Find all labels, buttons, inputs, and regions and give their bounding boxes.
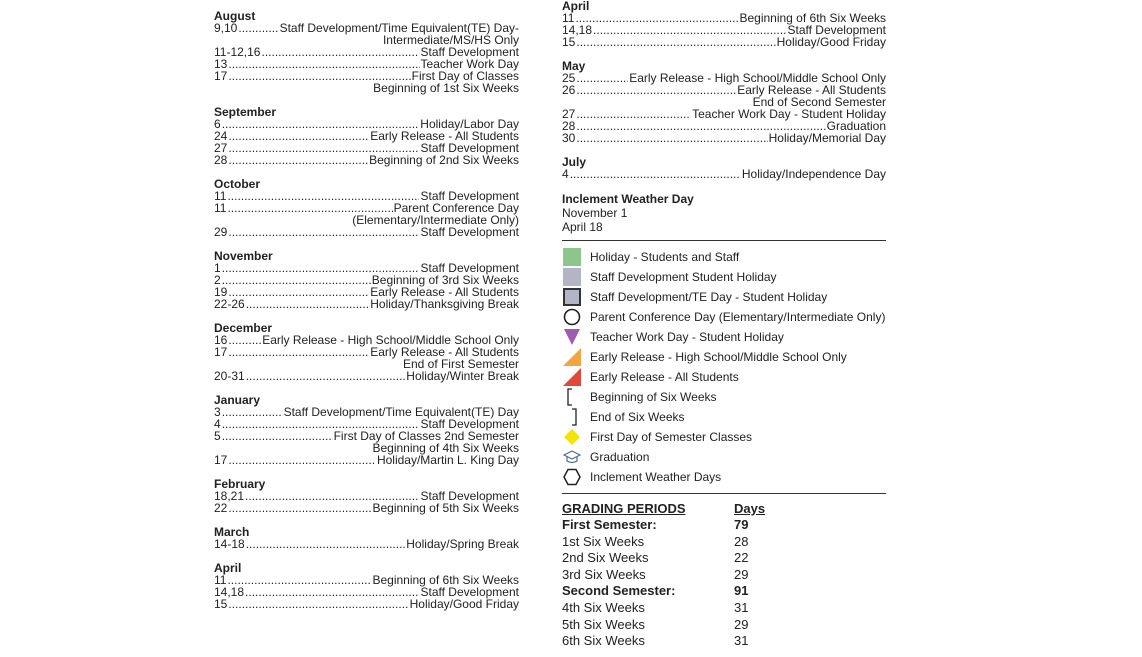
entry-description: Beginning of 3rd Six Weeks	[371, 273, 519, 287]
month-heading: January	[214, 393, 261, 407]
entry-description: Holiday/Good Friday	[776, 35, 886, 49]
right-months	[562, 0, 886, 180]
legend	[562, 247, 886, 487]
grading-period-days: 29	[734, 616, 749, 632]
month-heading: July	[562, 155, 587, 169]
entry-description: Holiday/Independence Day	[741, 167, 886, 181]
entry-description: Holiday/Memorial Day	[768, 131, 886, 145]
entry-date: 25	[562, 71, 576, 85]
legend-item	[562, 327, 886, 347]
graduation-cap-icon	[562, 447, 582, 467]
legend-label: Parent Conference Day (Elementary/Intermediate Only)	[590, 310, 886, 324]
dot-leader	[228, 598, 408, 610]
dot-leader	[228, 346, 369, 358]
entry-date: 11	[214, 201, 227, 215]
entry-continuation: End of Second Semester	[752, 95, 886, 109]
entry-date: 14,18	[562, 23, 593, 37]
month-block	[214, 178, 519, 238]
month-block	[214, 394, 519, 466]
entry-description: Staff Development/Time Equivalent(TE) Day	[283, 405, 519, 419]
entry-date: 3	[214, 405, 221, 419]
entry-continuation: End of First Semester	[402, 357, 519, 371]
entry-description: Early Release - All Students	[370, 345, 519, 359]
entry-description: Early Release - High School/Middle School Only	[629, 71, 886, 85]
grading-row	[562, 617, 886, 634]
grading-period-days: 79	[734, 517, 749, 532]
dot-leader	[228, 226, 419, 238]
legend-item	[562, 307, 886, 327]
dot-leader	[228, 454, 376, 466]
month-block	[214, 562, 519, 610]
right-calendar-column	[562, 0, 886, 650]
legend-item	[562, 427, 886, 447]
circle-icon	[562, 307, 582, 327]
entry-description: Holiday/Spring Break	[406, 537, 519, 551]
grading-row	[562, 600, 886, 617]
dot-leader	[261, 46, 419, 58]
entry-description: Staff Development	[420, 261, 519, 275]
legend-label: Beginning of Six Weeks	[590, 390, 717, 404]
dot-leader	[576, 36, 775, 48]
entry-description: Beginning of 6th Six Weeks	[739, 11, 886, 25]
grading-row	[562, 633, 886, 650]
entry-date: 2	[214, 273, 221, 287]
entry-description: Early Release - All Students	[737, 83, 886, 97]
divider	[562, 240, 886, 241]
grading-period-name: 4th Six Weeks	[562, 599, 645, 615]
entry-date: 11	[214, 189, 227, 203]
entry-date: 19	[214, 285, 228, 299]
entry-date: 29	[214, 225, 228, 239]
entry-description: Staff Development	[420, 189, 519, 203]
dot-leader	[576, 132, 767, 144]
legend-label: Graduation	[590, 450, 650, 464]
month-block	[562, 0, 886, 48]
dot-leader	[222, 274, 371, 286]
entry-date: 1	[214, 261, 221, 275]
entry-date: 6	[214, 117, 221, 131]
legend-label: Teacher Work Day - Student Holiday	[590, 330, 784, 344]
grading-period-name: Second Semester:	[562, 583, 676, 599]
grading-period-days: 28	[734, 533, 749, 549]
gray-square-icon	[562, 267, 582, 287]
grading-period-name: 5th Six Weeks	[562, 616, 645, 632]
left-calendar-column	[214, 10, 519, 622]
entry-description: Beginning of 6th Six Weeks	[372, 573, 519, 587]
legend-item	[562, 267, 886, 287]
inclement-date: April 18	[562, 220, 603, 234]
entry-date: 27	[562, 107, 576, 121]
entry-date: 17	[214, 453, 228, 467]
calendar-entry	[214, 598, 519, 610]
dot-leader	[222, 430, 333, 442]
legend-item	[562, 287, 886, 307]
grading-period-days: 29	[734, 566, 749, 582]
dot-leader	[228, 502, 371, 514]
dot-leader	[576, 84, 736, 96]
entry-date: 20-31	[214, 369, 245, 383]
dot-leader	[238, 22, 278, 34]
grading-row	[562, 567, 886, 584]
entry-description: Beginning of 5th Six Weeks	[372, 501, 519, 515]
dot-leader	[245, 586, 419, 598]
entry-date: 26	[562, 83, 576, 97]
inclement-date: November 1	[562, 206, 628, 220]
legend-item	[562, 447, 886, 467]
grading-header-label: GRADING PERIODS	[562, 501, 686, 516]
dot-leader	[575, 12, 738, 24]
entry-description: Staff Development	[420, 141, 519, 155]
grading-row	[562, 550, 886, 567]
dot-leader	[246, 370, 406, 382]
grading-periods	[562, 500, 886, 650]
calendar-entry	[214, 154, 519, 166]
legend-item	[562, 247, 886, 267]
calendar-entry	[214, 298, 519, 310]
entry-description: Staff Development	[420, 585, 519, 599]
dot-leader	[576, 108, 691, 120]
entry-description: Staff Development/Time Equivalent(TE) Day-	[279, 21, 519, 35]
legend-label: End of Six Weeks	[590, 410, 685, 424]
entry-description: Staff Development	[787, 23, 886, 37]
entry-date: 4	[562, 167, 569, 181]
open-bracket-icon	[562, 387, 582, 407]
legend-item	[562, 347, 886, 367]
inclement-weather-title: Inclement Weather Day	[562, 192, 694, 206]
entry-date: 28	[214, 153, 228, 167]
dot-leader	[246, 298, 370, 310]
purple-triangle-icon	[562, 327, 582, 347]
entry-date: 15	[562, 35, 576, 49]
dot-leader	[246, 538, 406, 550]
entry-description: Early Release - All Students	[370, 285, 519, 299]
entry-date: 13	[214, 57, 228, 71]
calendar-entry	[214, 538, 519, 550]
calendar-entry	[562, 36, 886, 48]
entry-description: Holiday/Martin L. King Day	[376, 453, 519, 467]
legend-item	[562, 467, 886, 487]
hexagon-icon	[562, 467, 582, 487]
month-block	[214, 478, 519, 514]
grading-period-days: 31	[734, 599, 749, 615]
dot-leader	[228, 334, 261, 346]
entry-date: 11	[214, 573, 227, 587]
calendar-entry	[214, 502, 519, 514]
entry-date: 30	[562, 131, 576, 145]
entry-date: 5	[214, 429, 221, 443]
entry-description: Teacher Work Day	[420, 57, 519, 71]
calendar-entry	[214, 454, 519, 466]
grading-period-name: 3rd Six Weeks	[562, 566, 646, 582]
dot-leader	[228, 154, 368, 166]
legend-label: Holiday - Students and Staff	[590, 250, 740, 264]
grading-period-days: 31	[734, 633, 749, 649]
outlined-gray-square-icon	[562, 287, 582, 307]
month-heading: October	[214, 177, 261, 191]
grading-period-days: 22	[734, 550, 749, 566]
entry-description: Teacher Work Day - Student Holiday	[692, 107, 886, 121]
entry-continuation: Intermediate/MS/HS Only	[382, 33, 519, 47]
entry-date: 14-18	[214, 537, 245, 551]
calendar-entry	[562, 168, 886, 180]
entry-description: Beginning of 2nd Six Weeks	[369, 153, 519, 167]
entry-description: Parent Conference Day	[393, 201, 519, 215]
entry-description: Holiday/Thanksgiving Break	[370, 297, 519, 311]
entry-description: Early Release - High School/Middle School Only	[262, 333, 519, 347]
entry-description: Staff Development	[420, 45, 519, 59]
entry-description: Staff Development	[420, 417, 519, 431]
month-block	[214, 526, 519, 550]
grading-period-name: 1st Six Weeks	[562, 533, 645, 549]
inclement-weather-section	[562, 192, 886, 234]
orange-triangle-icon	[562, 347, 582, 367]
entry-date: 18,21	[214, 489, 245, 503]
calendar-entry	[214, 370, 519, 382]
legend-item	[562, 387, 886, 407]
month-heading: December	[214, 321, 273, 335]
entry-date: 11	[562, 11, 575, 25]
entry-date: 14,18	[214, 585, 245, 599]
entry-date: 4	[214, 417, 221, 431]
entry-description: Graduation	[826, 119, 886, 133]
green-square-icon	[562, 247, 582, 267]
entry-date: 9,10	[214, 21, 238, 35]
entry-description: Staff Development	[420, 489, 519, 503]
dot-leader	[228, 130, 369, 142]
entry-date: 15	[214, 597, 228, 611]
dot-leader	[227, 574, 371, 586]
dot-leader	[593, 24, 786, 36]
month-heading: September	[214, 105, 277, 119]
month-block	[214, 250, 519, 310]
month-block	[214, 106, 519, 166]
entry-continuation: Beginning of 1st Six Weeks	[373, 81, 519, 95]
dot-leader	[576, 72, 628, 84]
entry-continuation: (Elementary/Intermediate Only)	[352, 213, 519, 227]
entry-date: 24	[214, 129, 228, 143]
month-heading: August	[214, 9, 256, 23]
grading-row	[562, 534, 886, 551]
month-heading: May	[562, 59, 586, 73]
legend-label: Inclement Weather Days	[590, 470, 722, 484]
calendar-entry	[562, 132, 886, 144]
legend-label: Early Release - All Students	[590, 370, 739, 384]
dot-leader	[228, 58, 419, 70]
legend-label: First Day of Semester Classes	[590, 430, 753, 444]
divider	[562, 493, 886, 494]
month-heading: April	[214, 561, 242, 575]
entry-continuation: Beginning of 4th Six Weeks	[372, 441, 519, 455]
grading-period-name: 6th Six Weeks	[562, 633, 645, 649]
entry-date: 27	[214, 141, 228, 155]
dot-leader	[570, 168, 741, 180]
entry-date: 17	[214, 345, 228, 359]
grading-period-days: 91	[734, 583, 749, 599]
calendar-entry	[214, 226, 519, 238]
legend-label: Staff Development/TE Day - Student Holiday	[590, 290, 828, 304]
grading-period-name: 2nd Six Weeks	[562, 550, 649, 566]
entry-description: Holiday/Good Friday	[409, 597, 519, 611]
red-triangle-icon	[562, 367, 582, 387]
month-heading: March	[214, 525, 250, 539]
entry-description: Holiday/Labor Day	[420, 117, 519, 131]
grading-header	[562, 500, 886, 517]
entry-date: 22	[214, 501, 228, 515]
legend-item	[562, 407, 886, 427]
entry-date: 28	[562, 119, 576, 133]
legend-item	[562, 367, 886, 387]
dot-leader	[227, 190, 419, 202]
dot-leader	[228, 286, 369, 298]
grading-row	[562, 517, 886, 534]
month-block	[562, 60, 886, 144]
legend-label: Staff Development Student Holiday	[590, 270, 777, 284]
yellow-diamond-icon	[562, 427, 582, 447]
entry-description: First Day of Classes 2nd Semester	[333, 429, 519, 443]
month-heading: February	[214, 477, 266, 491]
entry-date: 11-12,16	[214, 45, 261, 59]
dot-leader	[222, 406, 283, 418]
entry-description: Early Release - All Students	[370, 129, 519, 143]
grading-period-name: First Semester:	[562, 517, 657, 532]
month-block	[562, 156, 886, 180]
entry-date: 16	[214, 333, 228, 347]
month-heading: April	[562, 0, 590, 13]
close-bracket-icon	[562, 407, 582, 427]
entry-description: Holiday/Winter Break	[406, 369, 519, 383]
grading-header-days: Days	[734, 501, 766, 516]
entry-description: First Day of Classes	[411, 69, 519, 83]
legend-label: Early Release - High School/Middle School Only	[590, 350, 847, 364]
entry-description: Staff Development	[420, 225, 519, 239]
entry-date: 22-26	[214, 297, 245, 311]
entry-date: 17	[214, 69, 228, 83]
month-block	[214, 322, 519, 382]
grading-row	[562, 583, 886, 600]
month-block	[214, 10, 519, 94]
grading-rows	[562, 517, 886, 650]
month-heading: November	[214, 249, 273, 263]
